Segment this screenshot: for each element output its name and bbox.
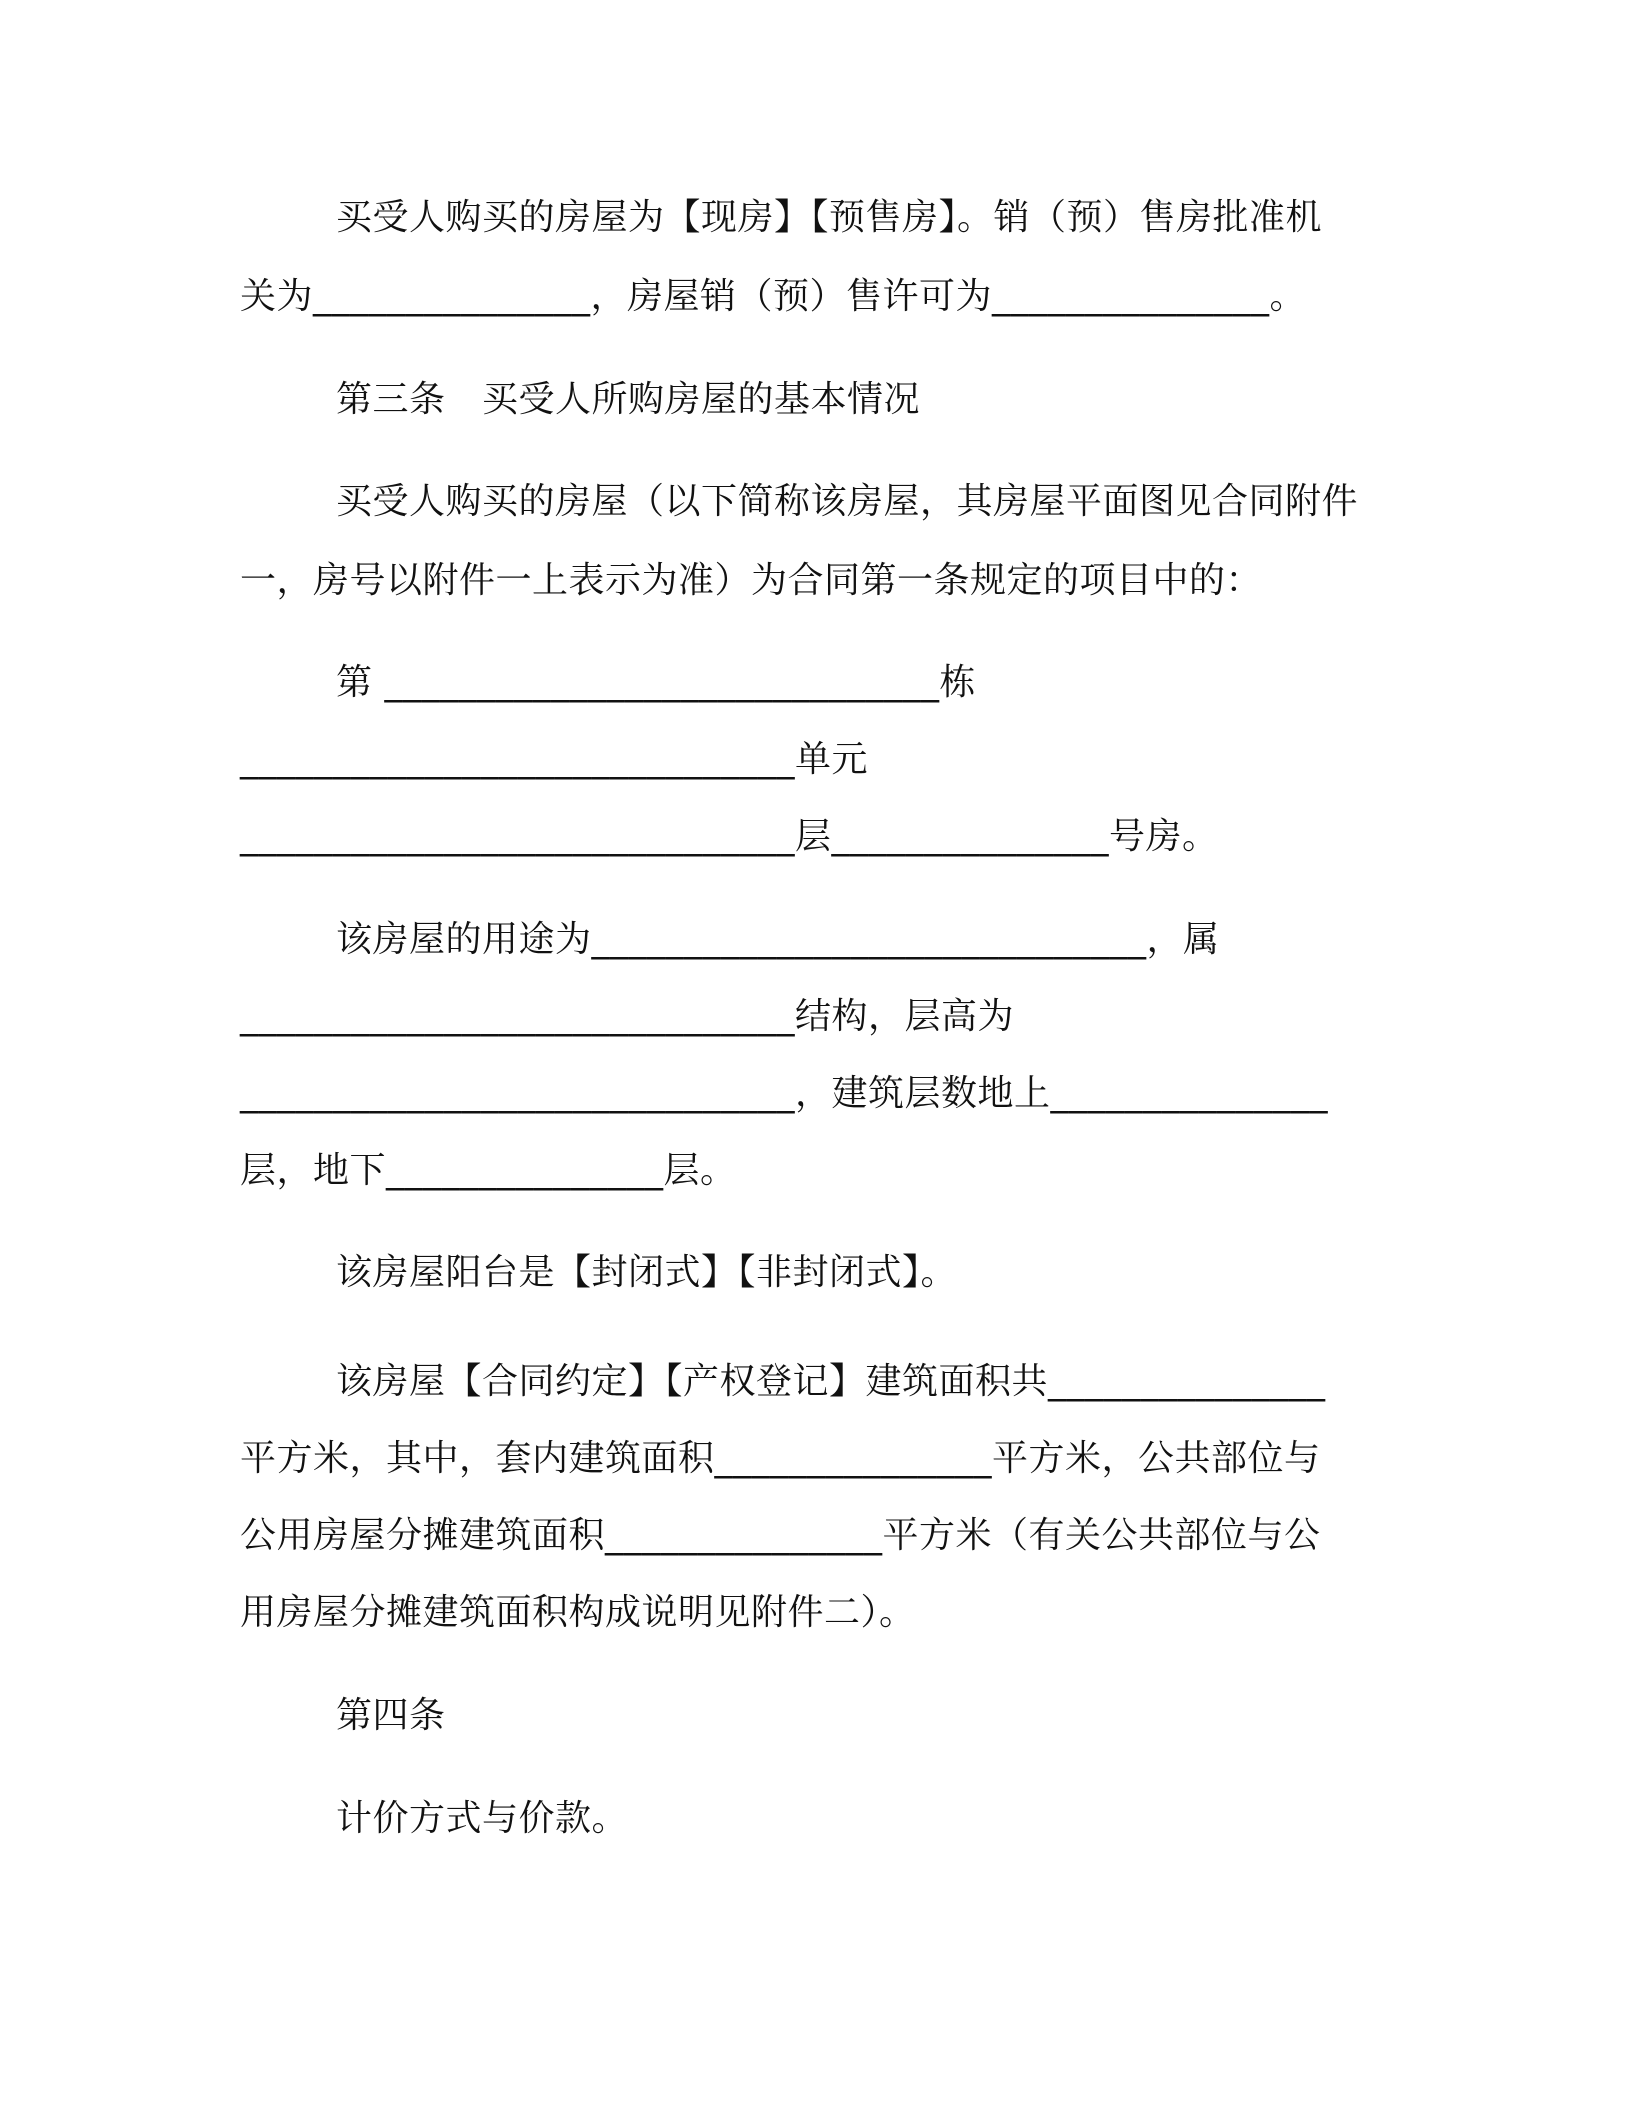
paragraph-house-type-line-2: 关为_______________，房屋销（预）售许可为_______________。 — [240, 276, 1307, 317]
article-4-heading: 第四条 — [336, 1695, 446, 1736]
building-area-line-1: 该房屋【合同约定】【产权登记】建筑面积共_______________ — [336, 1361, 1326, 1402]
paragraph-house-description-line-2: 一，房号以附件一上表示为准）为合同第一条规定的项目中的： — [240, 560, 1263, 601]
building-area-line-4: 用房屋分摊建筑面积构成说明见附件二）。 — [240, 1592, 916, 1633]
house-use-line-3: ______________________________，建筑层数地上_______________ — [240, 1073, 1329, 1114]
floor-room-line: ______________________________层_______________号房。 — [240, 816, 1219, 857]
paragraph-house-type-line-1: 买受人购买的房屋为【现房】【预售房】。销（预）售房批准机 — [336, 197, 1323, 238]
pricing-method-line: 计价方式与价款。 — [336, 1798, 629, 1839]
building-number-line: 第 ______________________________栋 — [336, 662, 976, 703]
house-use-line-4: 层，地下_______________层。 — [240, 1150, 737, 1191]
house-use-line-2: ______________________________结构，层高为 — [240, 996, 1015, 1037]
paragraph-house-description-line-1: 买受人购买的房屋（以下简称该房屋，其房屋平面图见合同附件 — [336, 481, 1359, 522]
building-area-line-2: 平方米，其中，套内建筑面积_______________平方米，公共部位与 — [240, 1438, 1321, 1479]
house-use-line-1: 该房屋的用途为______________________________，属 — [336, 919, 1220, 960]
building-area-line-3: 公用房屋分摊建筑面积_______________平方米（有关公共部位与公 — [240, 1515, 1321, 1556]
unit-number-line: ______________________________单元 — [240, 739, 868, 780]
article-3-heading: 第三条 买受人所购房屋的基本情况 — [336, 379, 921, 420]
balcony-type-line: 该房屋阳台是【封闭式】【非封闭式】。 — [336, 1252, 958, 1293]
